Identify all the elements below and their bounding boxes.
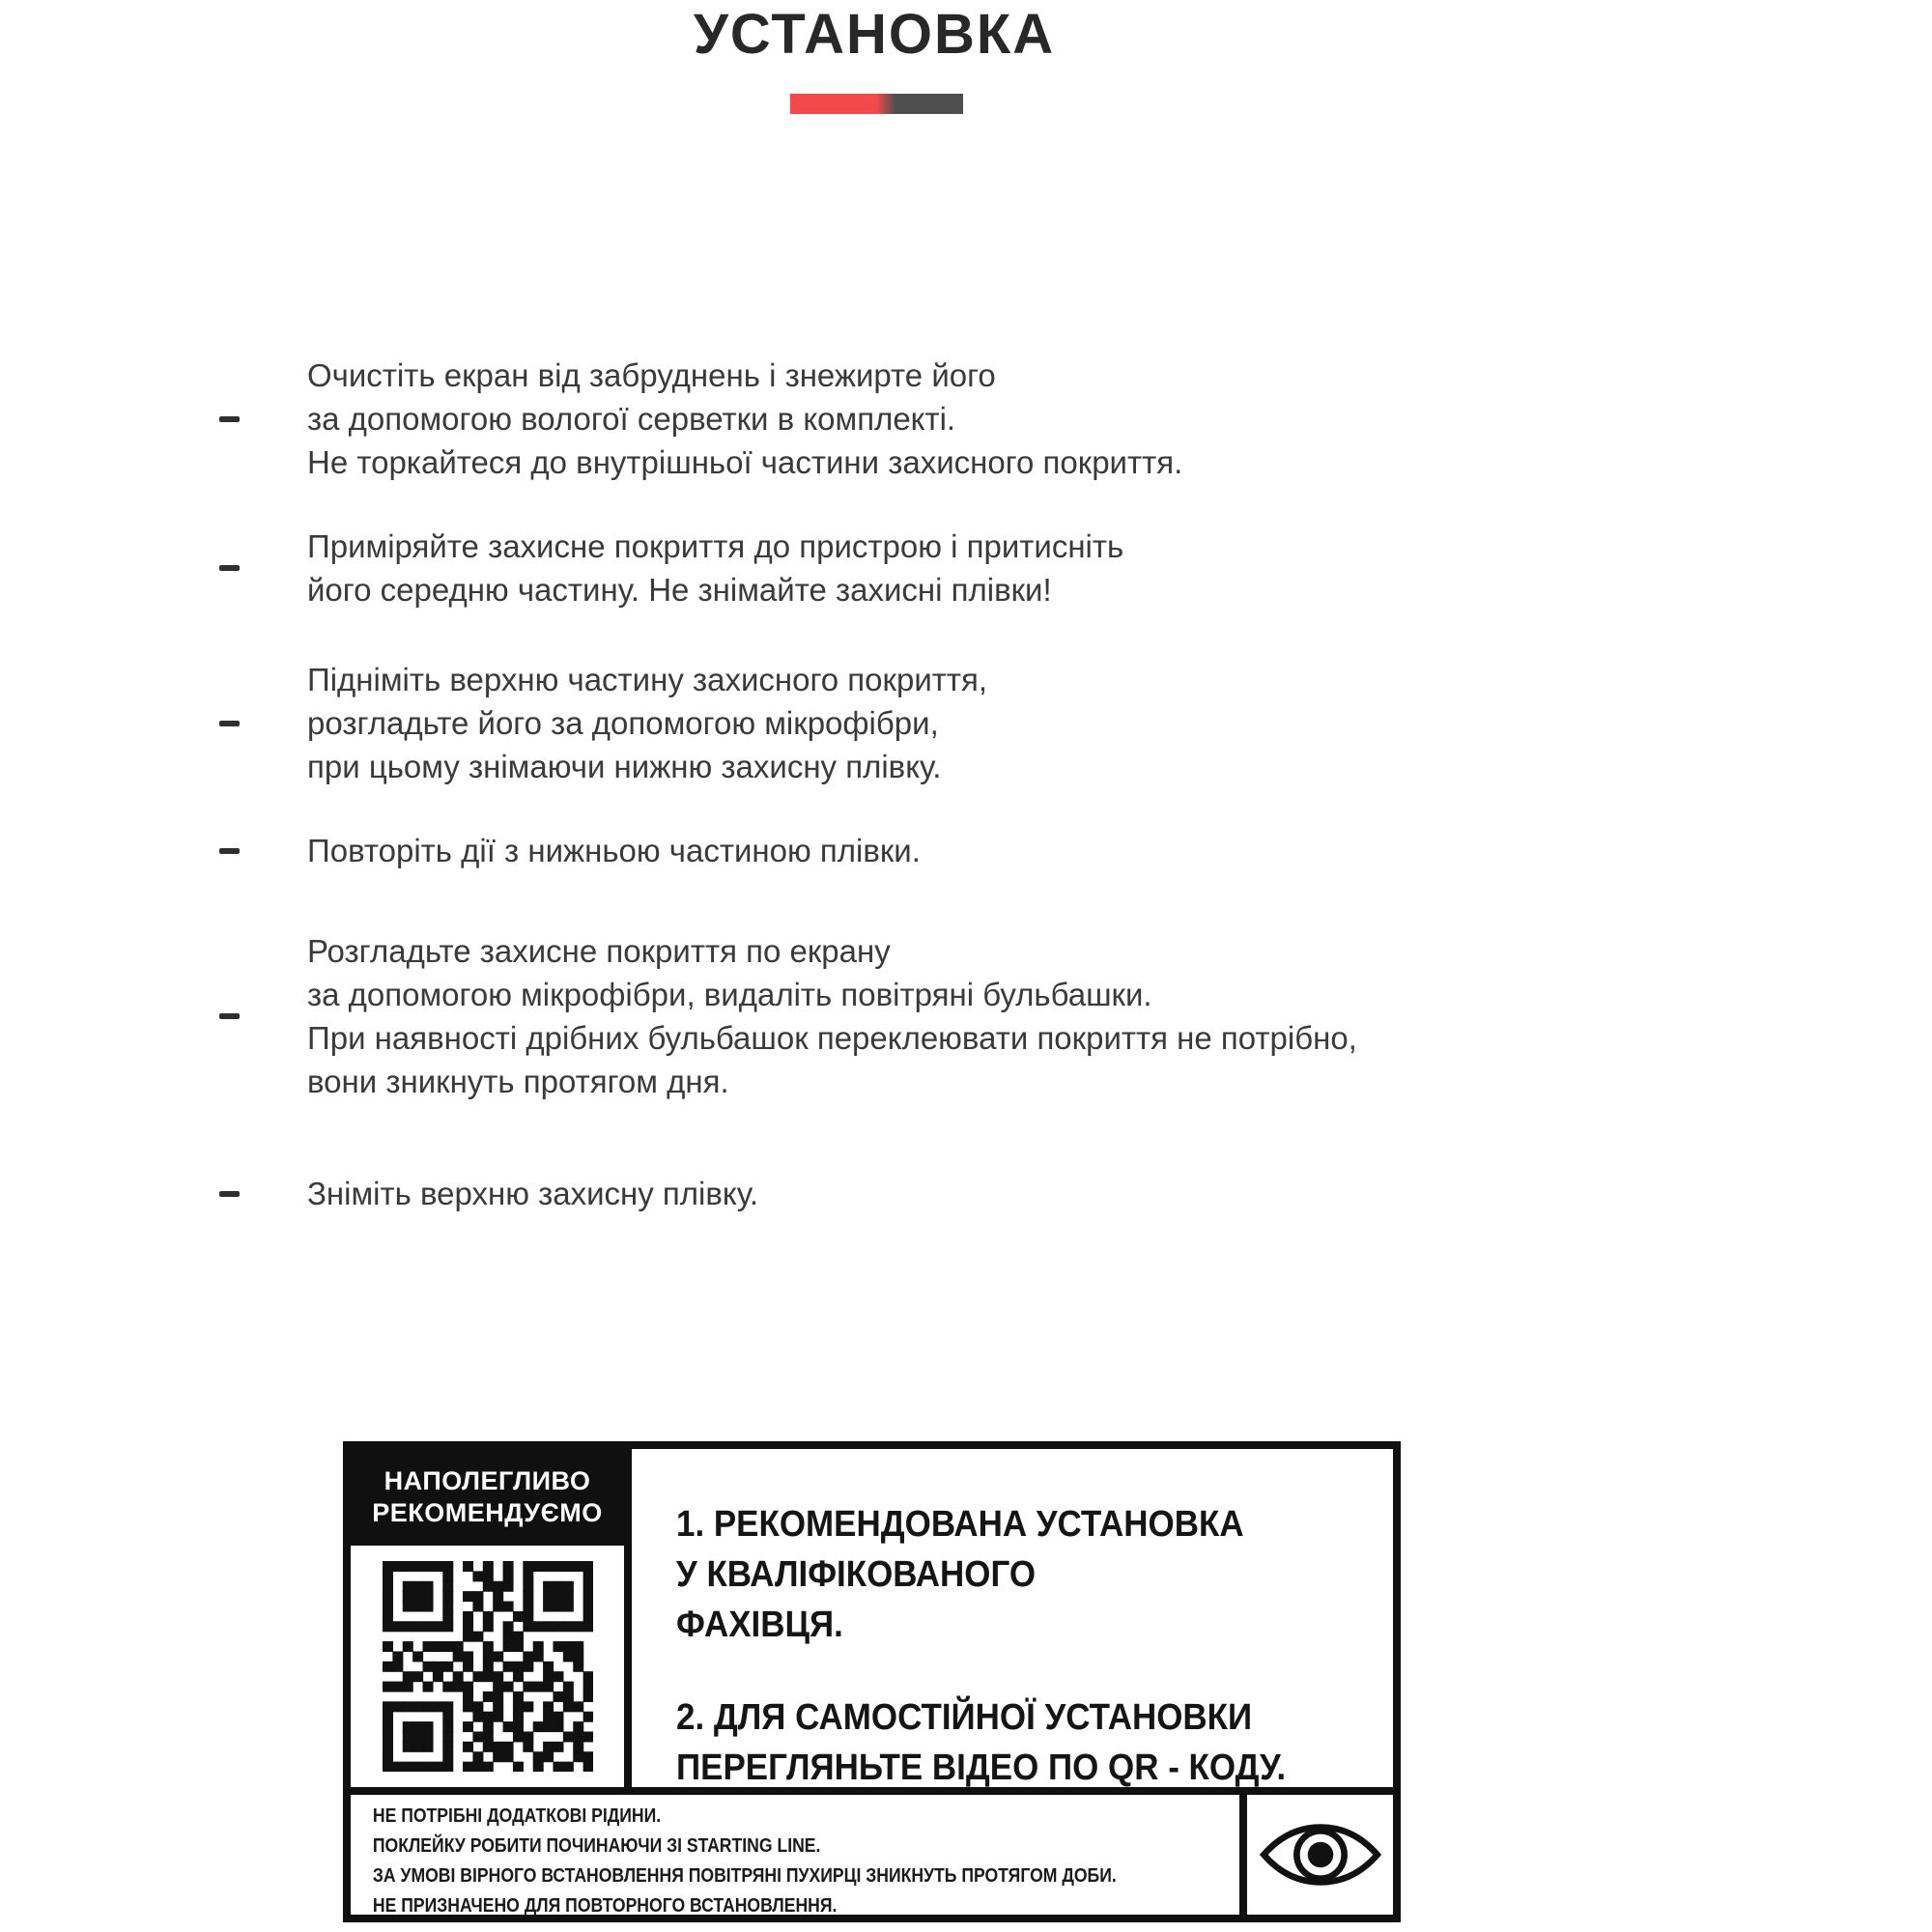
instruction-text-6 <box>307 1172 758 1215</box>
text-line: ФАХІВЦЯ. <box>676 1605 843 1645</box>
text-line: при цьому знімаючи нижню захисну плівку. <box>307 749 942 784</box>
text-line: ПОКЛЕЙКУ РОБИТИ ПОЧИНАЮЧИ ЗІ STARTING LINE. <box>372 1835 821 1857</box>
text-line: Не торкайтеся до внутрішньої частини захисного покриття. <box>307 444 1183 480</box>
page-title: УСТАНОВКА <box>693 3 1056 66</box>
text-line: У КВАЛІФІКОВАНОГО <box>676 1554 1037 1595</box>
recommendation-box-top <box>351 1449 1393 1795</box>
qr-column <box>351 1449 632 1787</box>
instruction-text-3 <box>307 658 987 788</box>
instruction-item-2 <box>219 525 1620 611</box>
text-line: за допомогою вологої серветки в комплекті. <box>307 401 956 437</box>
instruction-text-1 <box>307 354 1182 484</box>
recommendation-box <box>343 1441 1401 1922</box>
text-line: 2. ДЛЯ САМОСТІЙНОЇ УСТАНОВКИ <box>676 1697 1253 1738</box>
text-line: Повторіть дії з нижньою частиною плівки. <box>307 833 921 868</box>
dash-bullet-icon <box>219 1191 240 1197</box>
text-line: ЗА УМОВІ ВІРНОГО ВСТАНОВЛЕННЯ ПОВІТРЯНІ ПУХИРЦІ ЗНИКНУТЬ ПРОТЯГОМ ДОБИ. <box>372 1865 1117 1887</box>
text-line: Розгладьте захисне покриття по екрану <box>307 933 891 969</box>
dash-bullet-icon <box>219 1013 240 1019</box>
text-line: 1. РЕКОМЕНДОВАНА УСТАНОВКА <box>676 1504 1244 1545</box>
text-line: за допомогою мікрофібри, видаліть повітряні бульбашки. <box>307 977 1152 1012</box>
eye-icon-box <box>1239 1795 1393 1915</box>
recommendation-point-2 <box>676 1692 1336 1793</box>
dash-bullet-icon <box>219 565 240 571</box>
instruction-item-5 <box>219 929 1620 1103</box>
instruction-list <box>219 0 1620 1215</box>
eye-icon <box>1260 1820 1381 1889</box>
installation-notes <box>351 1795 1133 1915</box>
header-line-2: РЕКОМЕНДУЄМО <box>372 1498 603 1527</box>
text-line: ПЕРЕГЛЯНЬТЕ ВІДЕО ПО QR - КОДУ. <box>676 1747 1287 1788</box>
instruction-item-1 <box>219 354 1620 484</box>
strongly-recommend-header <box>351 1449 624 1546</box>
qr-code <box>383 1561 593 1772</box>
instruction-item-4 <box>219 829 1620 872</box>
recommendation-box-bottom <box>351 1795 1393 1915</box>
text-line: При наявності дрібних бульбашок переклеювати покриття не потрібно, <box>307 1020 1357 1056</box>
text-line: вони зникнуть протягом дня. <box>307 1064 729 1099</box>
instruction-text-4 <box>307 829 921 872</box>
text-line: Приміряйте захисне покриття до пристрою і притисніть <box>307 528 1124 564</box>
text-line: Очистіть екран від забруднень і знежирте його <box>307 357 996 393</box>
text-line: НЕ ПОТРІБНІ ДОДАТКОВІ РІДИНИ. <box>372 1805 662 1827</box>
instruction-item-3 <box>219 658 1620 788</box>
header-line-1: НАПОЛЕГЛИВО <box>384 1466 591 1495</box>
dash-bullet-icon <box>219 721 240 726</box>
text-line: його середню частину. Не знімайте захисні плівки! <box>307 572 1052 608</box>
text-line: Підніміть верхню частину захисного покриття, <box>307 662 988 697</box>
dash-bullet-icon <box>219 416 240 422</box>
recommendation-point-1 <box>676 1499 1336 1650</box>
instruction-text-2 <box>307 525 1123 611</box>
text-line: Зніміть верхню захисну плівку. <box>307 1176 759 1211</box>
dash-bullet-icon <box>219 848 240 854</box>
recommendation-points <box>632 1449 1393 1787</box>
instruction-item-6 <box>219 1172 1620 1215</box>
text-line: розгладьте його за допомогою мікрофібри, <box>307 705 939 741</box>
qr-code-area <box>351 1546 624 1787</box>
instruction-text-5 <box>307 929 1357 1103</box>
text-line: НЕ ПРИЗНАЧЕНО ДЛЯ ПОВТОРНОГО ВСТАНОВЛЕННЯ. <box>372 1895 838 1917</box>
